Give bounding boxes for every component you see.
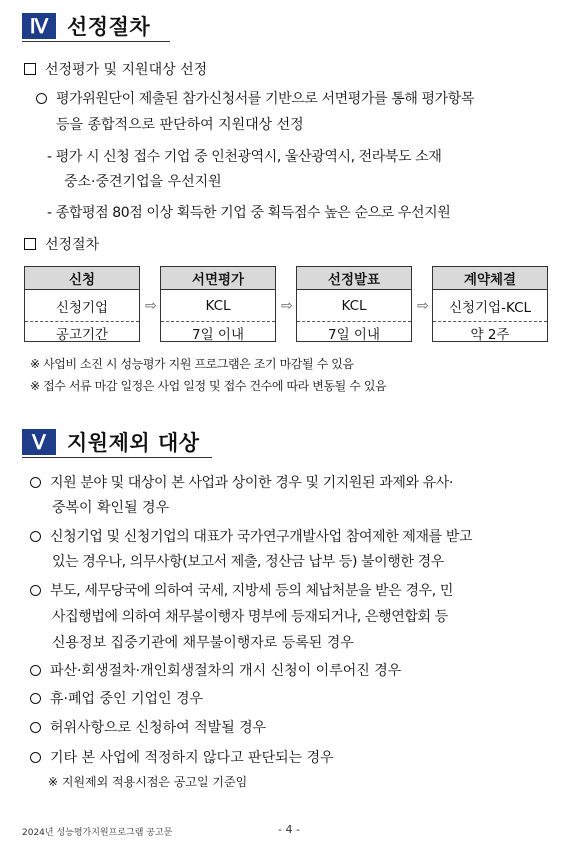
dash-item: - 평가 시 신청 접수 기업 중 인천광역시, 울산광역시, 전라북도 소재 <box>47 149 442 165</box>
list-item: 휴·폐업 중인 기업인 경우 <box>30 689 203 709</box>
list-item-continuation: 있는 경우나, 의무사항(보고서 제출, 정산금 납부 등) 불이행한 경우 <box>52 554 444 570</box>
flow-step-duration: 7일 이내 <box>327 326 380 343</box>
flow-step-title: 신청 <box>25 267 139 290</box>
list-item-continuation: 신용정보 집중기관에 채무불이행자로 등록된 경우 <box>52 635 354 651</box>
subheading-selection: 선정평가 및 지원대상 선정 <box>24 60 207 80</box>
list-item: 부도, 세무당국에 의하여 국세, 지방세 등의 체납처분을 받은 경우, 민 <box>30 581 453 601</box>
flow-step-announcement <box>296 266 412 342</box>
flow-step-actor: 신청기업 <box>25 290 139 322</box>
list-item-continuation: 사집행법에 의하여 채무불이행자 명부에 등재되거나, 은행연합회 등 <box>52 609 448 625</box>
circle-bullet-icon <box>30 722 41 733</box>
flow-step-contract <box>432 266 548 342</box>
circle-bullet-icon <box>30 531 41 542</box>
note: ※ 지원제외 적용시점은 공고일 기준임 <box>48 775 248 789</box>
flow-step-title: 계약체결 <box>433 267 547 290</box>
section-4-header <box>22 12 150 40</box>
list-item: 평가위원단이 제출된 참가신청서를 기반으로 서면평가를 통해 평가항목 <box>36 89 474 109</box>
flow-step-actor: KCL <box>297 290 411 322</box>
arrow-right-icon: ⇨ <box>281 298 293 314</box>
circle-bullet-icon <box>30 665 41 676</box>
flow-step-title: 서면평가 <box>161 267 275 290</box>
square-bullet-icon <box>24 63 36 75</box>
circle-bullet-icon <box>30 752 41 763</box>
section-5-header <box>22 428 200 456</box>
circle-bullet-icon <box>30 477 41 488</box>
section-underline <box>22 41 170 42</box>
flow-step-document-review <box>160 266 276 342</box>
page-number: - 4 - <box>278 823 300 836</box>
section-title: 지원제외 대상 <box>67 431 200 455</box>
list-item-continuation: 등을 종합적으로 판단하여 지원대상 선정 <box>56 117 304 133</box>
list-item: 파산·회생절차·개인회생절차의 개시 신청이 이루어진 경우 <box>30 661 401 681</box>
circle-bullet-icon <box>30 693 41 704</box>
section-title: 선정절차 <box>67 15 151 39</box>
section-number-badge: Ⅴ <box>22 429 56 455</box>
note: ※ 사업비 소진 시 성능평가 지원 프로그램은 조기 마감될 수 있음 <box>30 357 354 371</box>
list-item: 지원 분야 및 대상이 본 사업과 상이한 경우 및 기지원된 과제와 유사· <box>30 473 453 493</box>
section-number-badge: Ⅳ <box>22 13 56 39</box>
footer-document-title: 2024년 성능평가지원프로그램 공고문 <box>22 828 173 838</box>
flow-step-actor: KCL <box>161 290 275 322</box>
circle-bullet-icon <box>36 93 47 104</box>
flow-step-duration: 공고기간 <box>55 326 109 343</box>
note: ※ 접수 서류 마감 일정은 사업 일정 및 접수 건수에 따라 변동될 수 있음 <box>30 379 387 393</box>
flow-step-title: 선정발표 <box>297 267 411 290</box>
flow-step-duration: 약 2주 <box>470 326 510 343</box>
arrow-right-icon: ⇨ <box>417 298 429 314</box>
list-item: 기타 본 사업에 적정하지 않다고 판단되는 경우 <box>30 748 334 768</box>
section-underline <box>22 457 212 458</box>
flow-step-apply <box>24 266 140 342</box>
arrow-right-icon: ⇨ <box>145 298 157 314</box>
subheading-procedure: 선정절차 <box>24 235 99 255</box>
list-item-continuation: 중복이 확인될 경우 <box>52 500 170 516</box>
circle-bullet-icon <box>30 585 41 596</box>
procedure-flow <box>24 266 548 344</box>
list-item: 신청기업 및 신청기업의 대표가 국가연구개발사업 참여제한 제재를 받고 <box>30 527 472 547</box>
list-item: 허위사항으로 신청하여 적발될 경우 <box>30 718 266 738</box>
square-bullet-icon <box>24 238 36 250</box>
dash-item: - 종합평점 80점 이상 획득한 기업 중 획득점수 높은 순으로 우선지원 <box>47 205 451 221</box>
flow-step-actor: 신청기업-KCL <box>433 290 547 322</box>
flow-step-duration: 7일 이내 <box>191 326 244 343</box>
dash-item-continuation: 중소·중견기업을 우선지원 <box>64 174 222 190</box>
